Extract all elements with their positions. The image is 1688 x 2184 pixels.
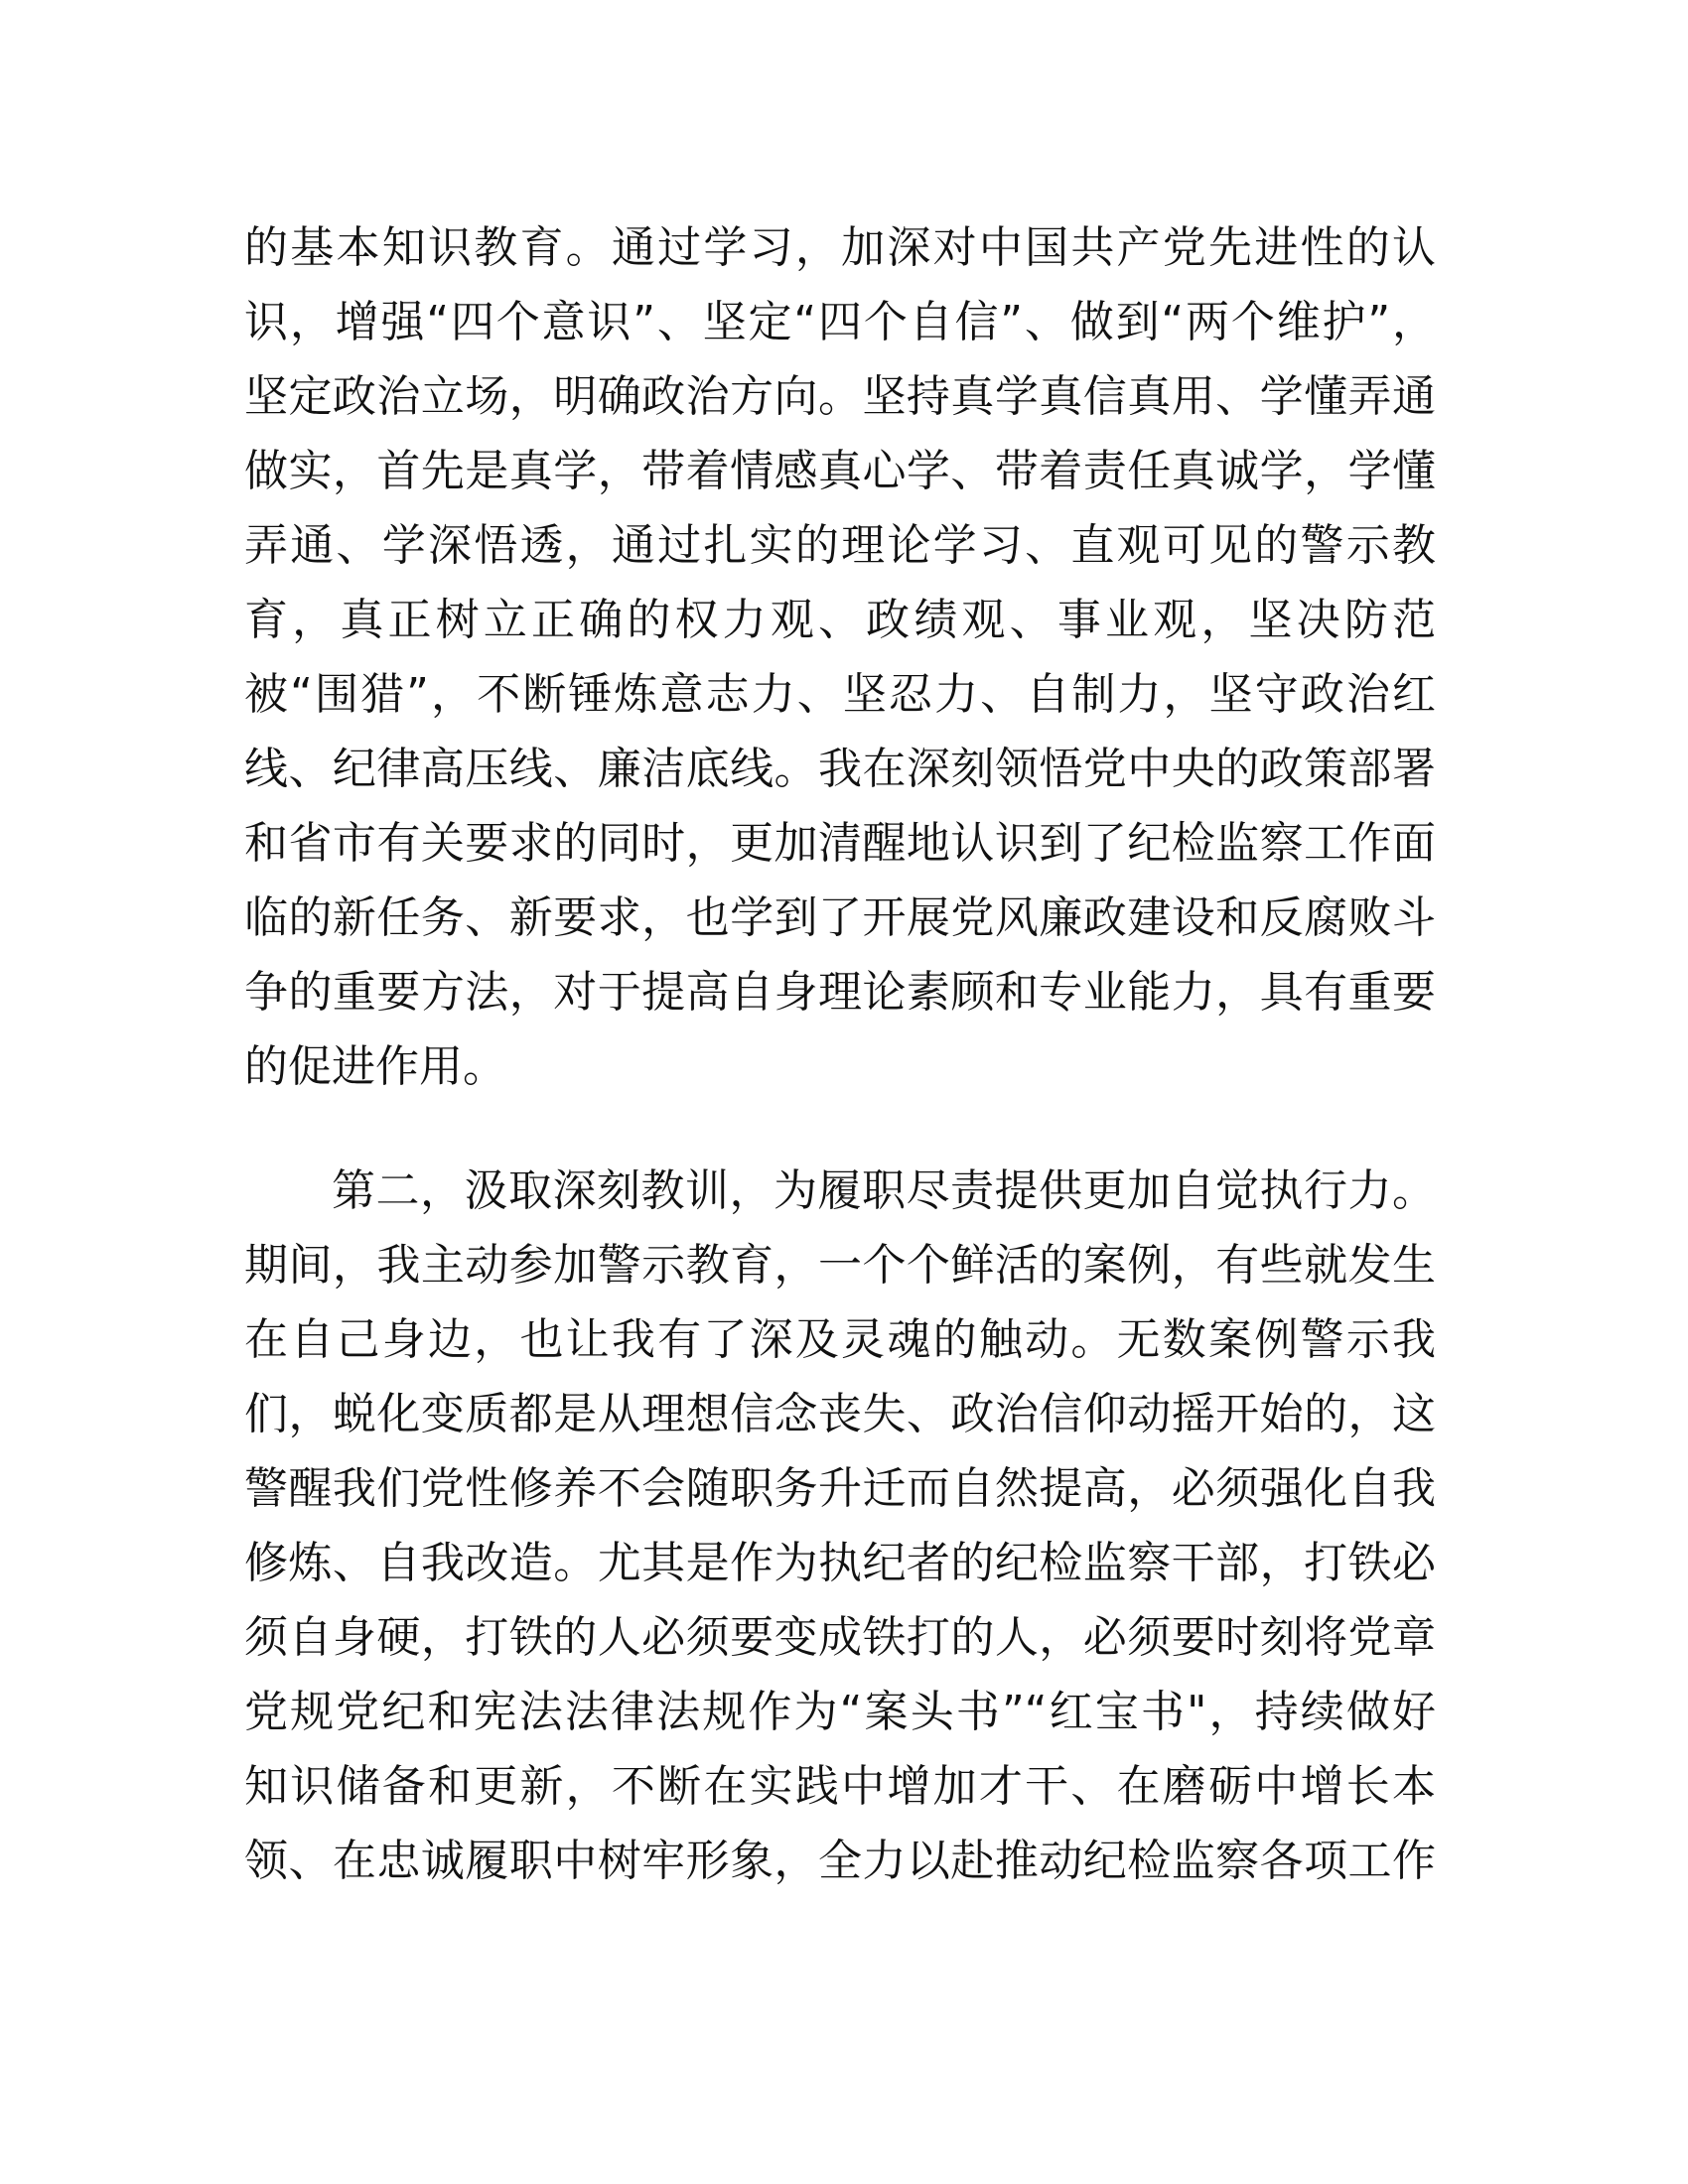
text-line: 被“围猎”，不断锤炼意志力、坚忍力、自制力，坚守政治红 xyxy=(244,669,1436,720)
text-line: 领、在忠诚履职中树牢形象，全力以赴推动纪检监察各项工作 xyxy=(244,1836,1436,1886)
text-line: 育，真正树立正确的权力观、政绩观、事业观，坚决防范 xyxy=(244,595,1436,645)
text-line: 须自身硬，打铁的人必须要变成铁打的人，必须要时刻将党章 xyxy=(244,1612,1436,1663)
text-line: 和省市有关要求的同时，更加清醒地认识到了纪检监察工作面 xyxy=(244,818,1436,869)
text-line: 坚定政治立场，明确政治方向。坚持真学真信真用、学懂弄通 xyxy=(244,371,1436,422)
text-line: 争的重要方法，对于提高自身理论素顾和专业能力，具有重要 xyxy=(244,967,1436,1018)
text-line: 临的新任务、新要求，也学到了开展党风廉政建设和反腐败斗 xyxy=(244,892,1436,943)
text-line: 期间，我主动参加警示教育，一个个鲜活的案例，有些就发生 xyxy=(244,1240,1436,1291)
text-line: 弄通、学深悟透，通过扎实的理论学习、直观可见的警示教 xyxy=(244,520,1436,571)
text-line: 线、纪律高压线、廉洁底线。我在深刻领悟党中央的政策部署 xyxy=(244,744,1436,794)
text-line: 警醒我们党性修养不会随职务升迁而自然提高，必须强化自我 xyxy=(244,1463,1436,1514)
text-line: 修炼、自我改造。尤其是作为执纪者的纪检监察干部，打铁必 xyxy=(244,1538,1436,1588)
paragraph-2 xyxy=(244,1154,1436,1898)
text-line: 党规党纪和宪法法律法规作为“案头书”“红宝书"，持续做好 xyxy=(244,1687,1436,1737)
text-line: 知识储备和更新，不断在实践中增加才干、在磨砺中增长本 xyxy=(244,1761,1436,1812)
text-line: 们，蜕化变质都是从理想信念丧失、政治信仰动摇开始的，这 xyxy=(244,1389,1436,1439)
text-line: 在自己身边，也让我有了深及灵魂的触动。无数案例警示我 xyxy=(244,1314,1436,1365)
text-line: 做实，首先是真学，带着情感真心学、带着责任真诚学，学懂 xyxy=(244,446,1436,496)
text-line: 第二，汲取深刻教训，为履职尽责提供更加自觉执行力。 xyxy=(332,1165,1436,1216)
text-line: 识，增强“四个意识”、坚定“四个自信”、做到“两个维护”， xyxy=(244,297,1436,347)
text-line: 的基本知识教育。通过学习，加深对中国共产党先进性的认 xyxy=(244,222,1436,273)
text-line: 的促进作用。 xyxy=(244,1041,506,1092)
paragraph-1 xyxy=(244,210,1436,1104)
